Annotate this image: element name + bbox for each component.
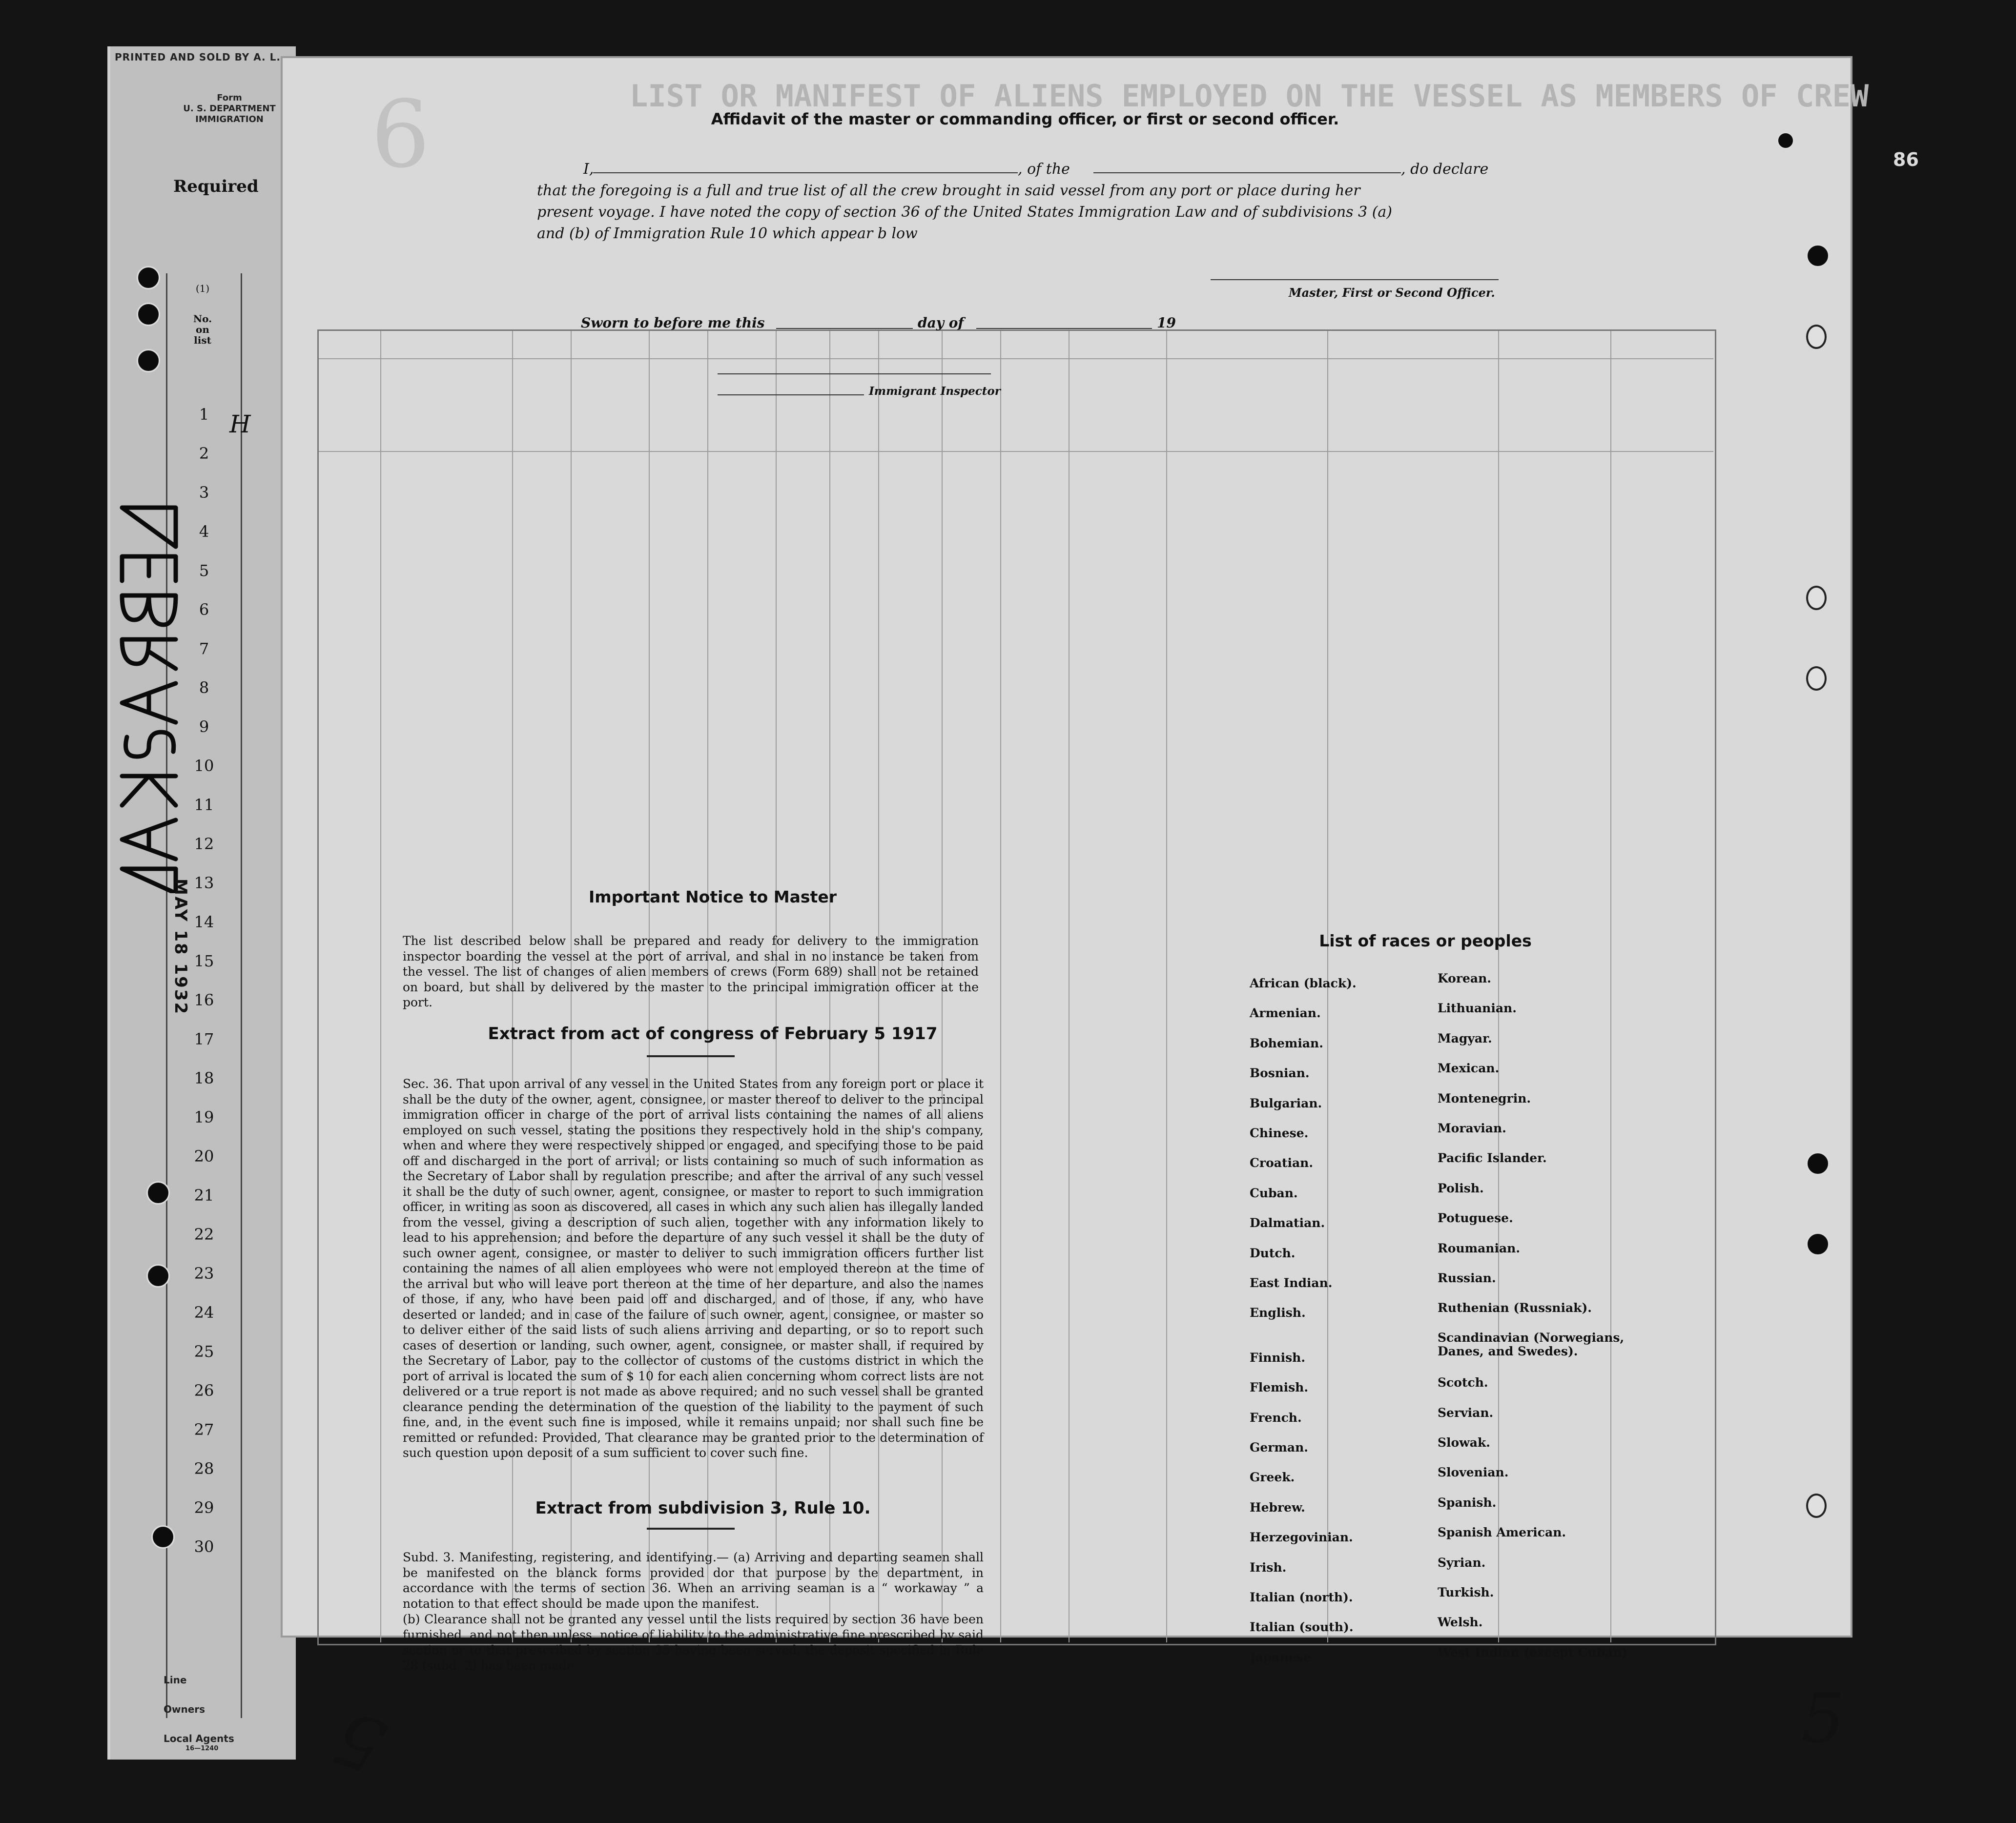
race-entry: Cuban. [1250,1186,1298,1200]
row1-handwritten-letter: H [229,410,251,438]
race-entry: Spanish American. [1438,1525,1566,1540]
sworn-year-label: 19 [1157,315,1176,331]
row-number: 17 [194,1030,214,1048]
race-entry: Bulgarian. [1250,1096,1322,1110]
punch-hole-reinforced [1806,1494,1827,1518]
column-number-label: (1) [195,283,210,294]
affidavit-line-4: and (b) of Immigration Rule 10 which appear b low [537,225,918,242]
race-entry: Italian (north). [1250,1590,1353,1604]
race-entry: West Indian (except Cuban) [1438,1645,1628,1659]
row-number: 3 [199,483,209,502]
race-entry: Japanese [1250,1650,1311,1664]
bleed-through-title: LIST OR MANIFEST OF ALIENS EMPLOYED ON THE VESSEL AS MEMBERS OF CREW [630,78,1869,114]
row-number: 22 [194,1225,214,1244]
race-entry: German. [1250,1440,1308,1454]
row-number: 26 [194,1381,214,1400]
row-number: 1 [199,405,209,424]
race-entry: Syrian. [1438,1555,1486,1570]
race-entry: Herzegovinian. [1250,1530,1353,1545]
race-entry: Slowak. [1438,1435,1490,1450]
race-entry: Chinese. [1250,1126,1309,1140]
affidavit-declare: , do declare [1401,161,1489,178]
race-entry: Bosnian. [1250,1066,1310,1081]
inspector-label: Immigrant Inspector [869,385,1001,398]
row-number: 23 [194,1264,214,1283]
punch-hole [151,1525,175,1549]
row-number: 7 [199,639,209,658]
races-right-column [1438,971,1701,1659]
row-number: 2 [199,444,209,463]
race-entry: Greek. [1250,1470,1295,1485]
row-number: 19 [194,1108,214,1127]
sworn-day-label: day of [918,315,964,331]
back-form-label [166,93,293,125]
immigration-label: IMMIGRATION [195,114,264,124]
punch-hole [1806,244,1830,267]
race-entry: Turkish. [1438,1585,1494,1599]
footer-line-label: Line [164,1674,187,1686]
affidavit-line-2: that the foregoing is a full and true list of all the crew brought in said vessel from any port or place during her [537,182,1360,199]
race-entry: East Indian. [1250,1276,1333,1290]
handwritten-page-number-right: 5 [1801,1679,1845,1759]
master-signature-label: Master, First or Second Officer. [1289,286,1495,300]
race-entry: Finnish. [1250,1350,1306,1365]
race-entry: Scandinavian (Norwegians, Danes, and Swedes). [1438,1330,1625,1358]
required-label: Required [173,177,259,196]
race-entry: Russian. [1438,1271,1496,1285]
race-entry: Bohemian. [1250,1036,1323,1050]
race-entry: Roumanian. [1438,1241,1521,1255]
row-number: 5 [199,561,209,580]
race-entry: Servian. [1438,1405,1494,1420]
race-entry: Korean. [1438,971,1492,985]
race-entry: Polish. [1438,1181,1484,1195]
row-number: 10 [194,757,214,775]
race-entry: Dalmatian. [1250,1216,1325,1230]
race-entry: Welsh. [1438,1615,1483,1630]
affidavit-of-the: , of the [1018,161,1070,178]
bleed-through-numeral: 6 [371,81,430,188]
footer-owners-label: Owners [164,1703,206,1715]
row-number: 30 [194,1537,214,1556]
row-number: 4 [199,522,209,541]
row-number: 12 [194,835,214,853]
row-number: 14 [194,913,214,931]
column-title: No. on list [193,313,212,346]
row-number: 25 [194,1342,214,1361]
title-rule [647,1055,735,1057]
row-number: 29 [194,1498,214,1517]
affidavit-title: Affidavit of the master or commanding officer, or first or second officer. [711,110,1339,128]
title-rule [647,1528,735,1530]
punch-hole [146,1264,170,1288]
affidavit-name-field [593,172,1018,173]
races-title: List of races or peoples [1319,931,1532,950]
row-number: 16 [194,991,214,1009]
race-entry: Slovenian. [1438,1465,1509,1480]
race-entry: Ruthenian (Russniak). [1438,1301,1592,1315]
department-label: U. S. DEPARTMENT [183,103,276,114]
row-number: 20 [194,1147,214,1166]
punch-hole [137,266,160,289]
punch-hole [137,349,160,372]
punch-hole [1806,1152,1830,1175]
master-signature-line [1211,279,1499,280]
race-entry: Moravian. [1438,1121,1506,1135]
notice-title: Important Notice to Master [589,887,837,906]
form-label: Form [217,93,242,103]
race-entry: Potuguese. [1438,1211,1513,1226]
races-left-column [1250,976,1420,1664]
handwritten-vessel-name [112,503,185,893]
punch-hole-reinforced [1806,586,1827,610]
race-entry: Dutch. [1250,1246,1296,1260]
sworn-day-field [776,328,913,329]
punch-hole-reinforced [1806,666,1827,691]
received-date-stamp: MAY 18 1932 [171,879,190,1016]
affidavit-vessel-field [1093,172,1401,173]
handwritten-page-number-left: 5 [324,1693,397,1789]
row-number: 24 [194,1303,214,1322]
punch-hole [137,303,160,326]
row-number: 13 [194,874,214,892]
footer-form-code: 16—1240 [185,1745,219,1752]
extract-rule-text-b: (b) Clearance shall not be granted any vessel until the lists required by section 36 have been furnished, and not then unless, notice of liability to the administrative fine prescribed by said section or to that prescribed by section 35 having been served, the deposit specified in Rule 28 (subd. 2) has been made. [403,1612,984,1673]
race-entry: Lithuanian. [1438,1001,1517,1016]
race-entry: Mexican. [1438,1061,1500,1076]
row-number: 6 [199,600,209,619]
row-number: 9 [199,717,209,736]
inspector-signature-line-1 [718,373,991,374]
affidavit-line-3: present voyage. I have noted the copy of section 36 of the United States Immigration Law and of subdivisions 3 (a) [537,204,1392,221]
race-entry: Montenegrin. [1438,1091,1531,1106]
row-number: 27 [194,1420,214,1439]
sworn-month-field [976,328,1152,329]
extract-rule-title: Extract from subdivision 3, Rule 10. [535,1498,871,1518]
race-entry: English. [1250,1306,1306,1320]
row-number: 21 [194,1186,214,1205]
punch-hole [1777,132,1794,149]
notice-text: The list described below shall be prepared and ready for delivery to the immigration inspector boarding the vessel at the port of arrival, and shal in no instance be taken from the vessel. The list of changes of alien members of crews (Form 689) shall not be retained on board, but shall by delivered by the master to the principal immigration officer at the port. [403,934,979,1009]
race-entry: French. [1250,1410,1302,1425]
race-entry: Magyar. [1438,1031,1492,1045]
race-entry: Irish. [1250,1560,1287,1575]
row-number: 28 [194,1459,214,1478]
row-number: 18 [194,1069,214,1087]
race-entry: Spanish. [1438,1495,1497,1510]
punch-hole-reinforced [1806,325,1827,349]
race-entry: African (black). [1250,976,1357,990]
race-entry: Flemish. [1250,1380,1309,1395]
page-number: 86 [1893,149,1919,170]
punch-hole [146,1181,170,1205]
row-number: 11 [194,796,214,814]
extract-act-text: Sec. 36. That upon arrival of any vessel in the United States from any foreign port or place it shall be the duty of the owner, agent, consignee, or master thereof to deliver to the principal immigration officer in charge of the port of arrival lists containing the names of all aliens employed on such vessel, stating the positions they respectively hold in the ship's company, when and where they were respectively shipped or engaged, and specifying those to be paid off and discharged in the port of arrival; or lists containing so much of such information as the Secretary of Labor shall by regulation prescribe; and after the arrival of any such vessel it shall be the duty of such owner, agent, consignee, or master to report to such immigration officer, in writing as soon as discovered, all cases in which any such alien has illegally landed from the vessel, giving a description of such alien, together with any information likely to lead to his apprehension; and before the departure of any such vessel it shall be the duty of such owner agent, consignee, or master to deliver to such immigration officers further list containing the names of all alien employees who were not employed thereon at the time of the arrival but who will leave port thereon at the time of her departure, and also the names of those, if any, who have been paid off and discharged, and of those, if any, who have deserted or landed; and in case of the failure of such owner, agent, consignee, or master so to deliver either of the said lists of such aliens arriving and departing, or so to report such cases of desertion or landing, such owner, agent, consignee, or master shall, if required by the Secretary of Labor, pay to the collector of customs of the customs district in which the port of arrival is located the sum of $ 10 for each alien concerning whom correct lists are not delivered or a true report is not made as above required; and no such vessel shall be granted clearance pending the determination of the question of the liability to the payment of such fine, and, in the event such fine is imposed, while it remains unpaid; nor shall such fine be remitted or refunded: Provided, That clearance may be granted prior to the determination of such question upon deposit of a sum sufficient to cover such fine. [403,1077,984,1460]
race-entry: Scotch. [1438,1375,1488,1390]
back-sheet-printer-header: PRINTED AND SOLD BY A. L. [115,51,281,63]
race-entry: Italian (south). [1250,1620,1354,1635]
sworn-prefix: Sworn to before me this [581,315,765,331]
extract-act-title: Extract from act of congress of February 5 1917 [488,1024,938,1044]
race-entry: Armenian. [1250,1006,1321,1021]
race-entry: Croatian. [1250,1156,1314,1170]
race-entry: Hebrew. [1250,1500,1305,1515]
inspector-signature-line-2 [718,394,864,395]
row-number: 8 [199,678,209,697]
affidavit-i: I, [583,161,594,178]
extract-rule-text-a: Subd. 3. Manifesting, registering, and identifying.— (a) Arriving and departing seamen shall be manifested on the blanck forms provided dor that purpose by the department, in accordance with the terms of section 36. When an arriving seaman is a “ workaway ” a notation to that effect should be made upon the manifest. [403,1550,984,1611]
race-entry: Pacific Islander. [1438,1151,1547,1166]
punch-hole [1806,1232,1830,1256]
footer-agents-label: Local Agents [164,1733,234,1744]
row-number: 15 [194,952,214,970]
